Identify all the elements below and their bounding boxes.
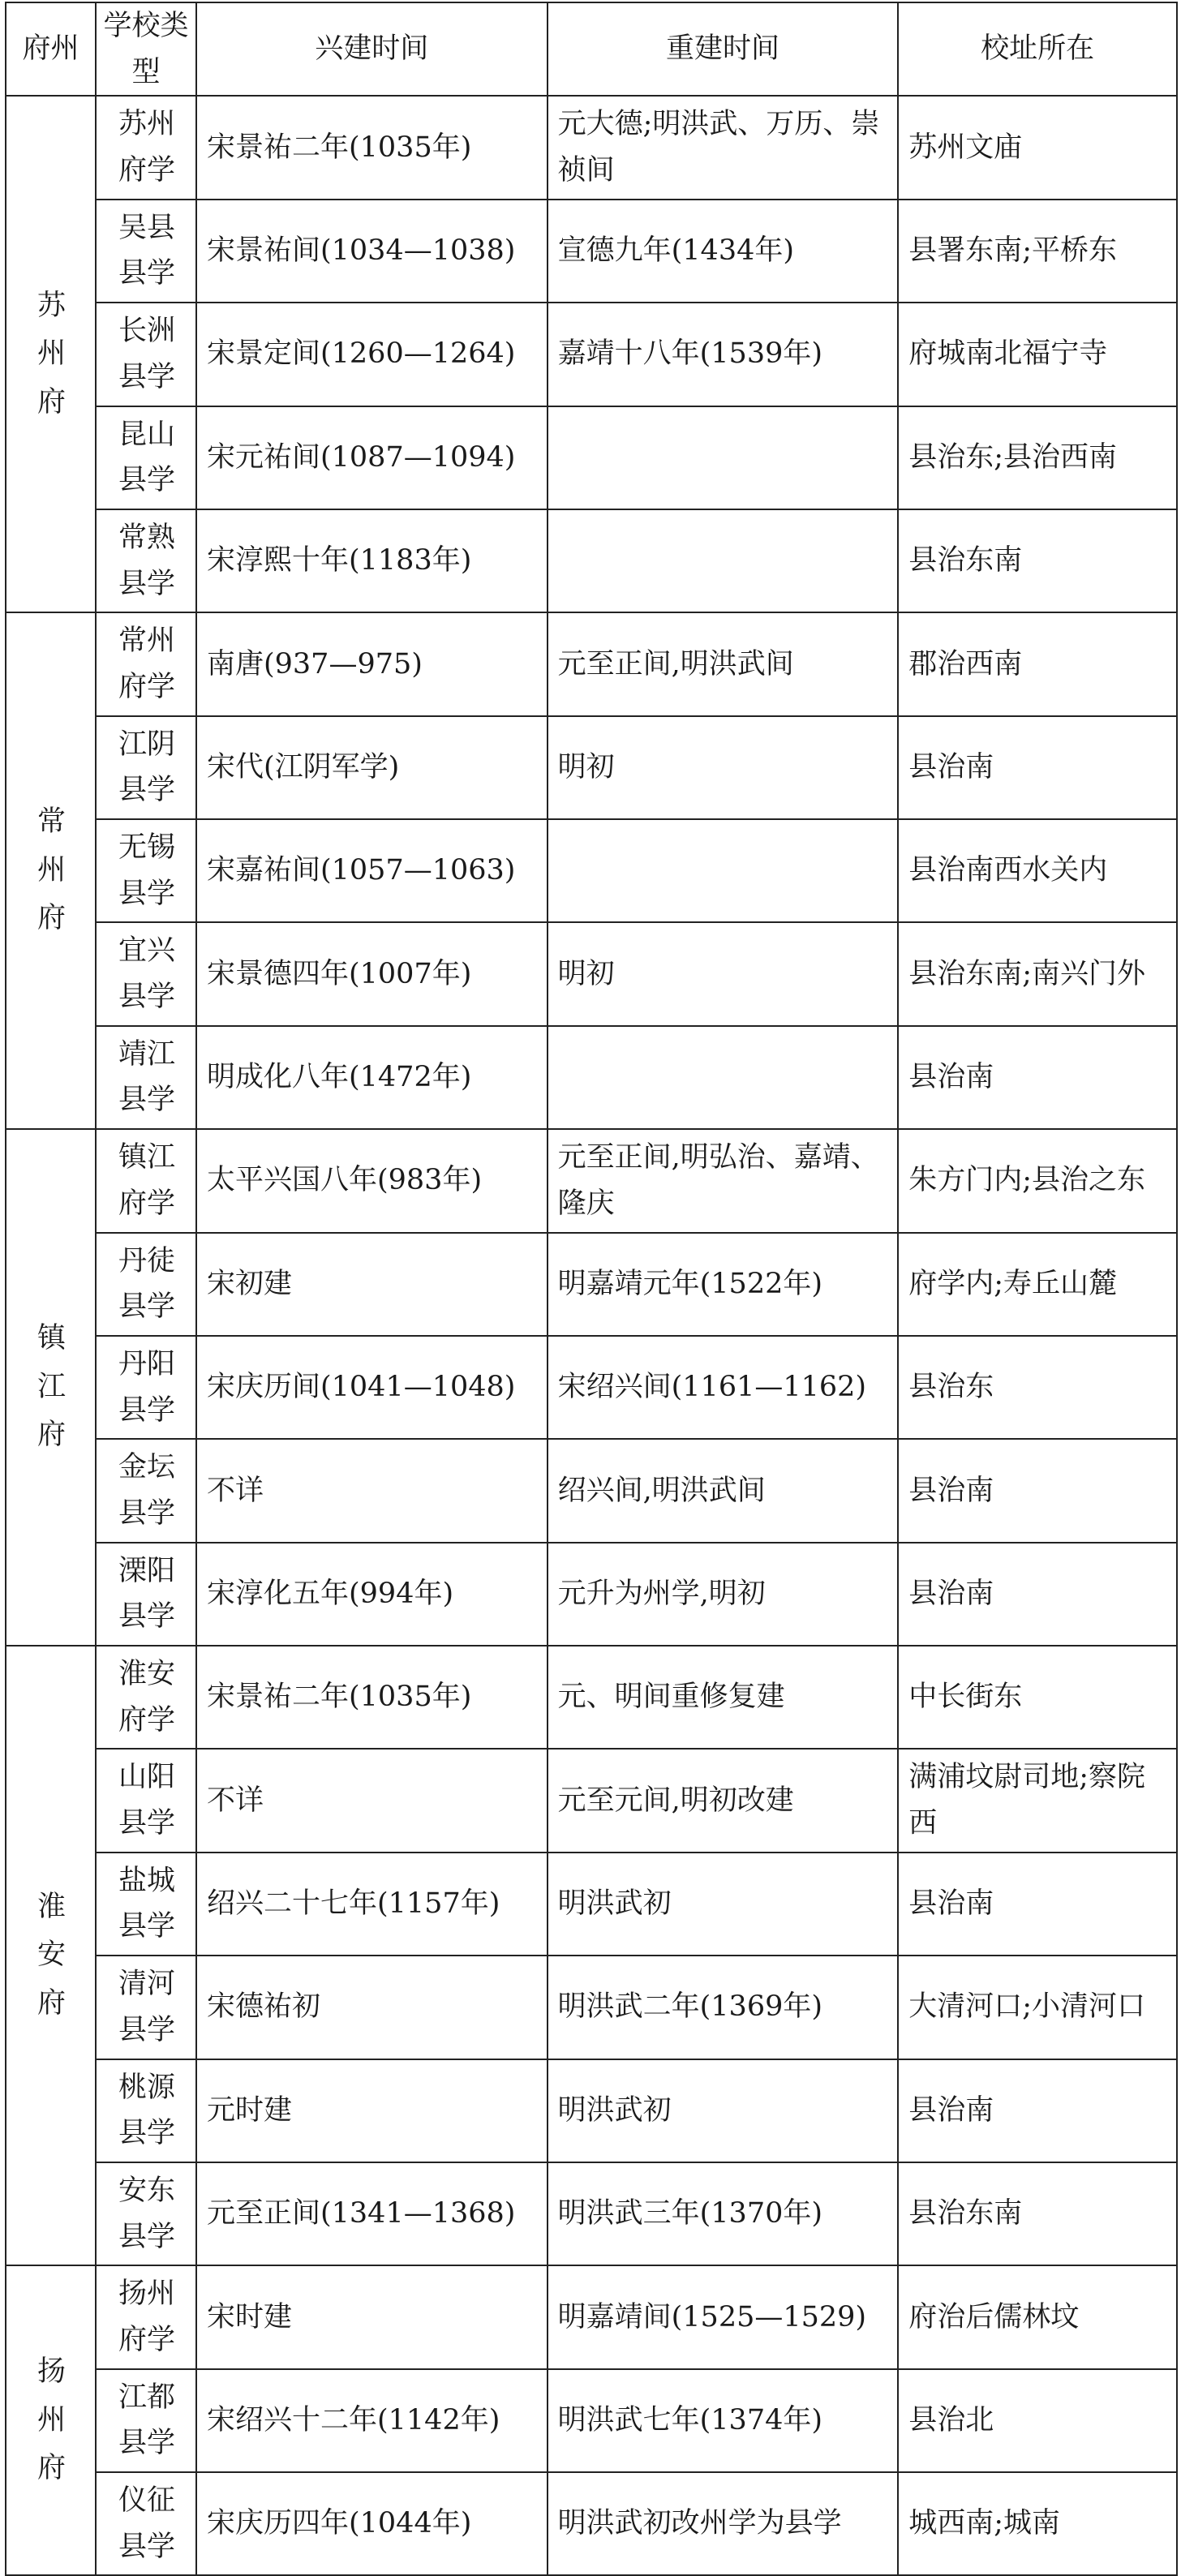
rebuilt-time-cell: 明嘉靖元年(1522年) [548,1233,899,1336]
rebuilt-time-cell: 元、明间重修复建 [548,1646,899,1749]
school-cell: 镇江府学 [96,1129,196,1232]
school-cell: 常熟县学 [96,509,196,612]
site-cell: 县治东南 [898,2162,1177,2265]
built-time-cell: 不详 [196,1439,548,1542]
rebuilt-time-cell: 宋绍兴间(1161—1162) [548,1336,899,1439]
site-cell: 县治东南;南兴门外 [898,922,1177,1025]
site-cell: 县治北 [898,2369,1177,2472]
site-cell: 县署东南;平桥东 [898,200,1177,303]
prefecture-cell [6,612,96,1129]
school-cell: 清河县学 [96,1956,196,2059]
table-row [6,2265,1177,2368]
built-time-cell: 元至正间(1341—1368) [196,2162,548,2265]
built-time-cell: 宋景定间(1260—1264) [196,303,548,406]
schools-table [5,2,1178,2576]
built-time-cell: 元时建 [196,2059,548,2162]
header-rebuilt-time: 重建时间 [548,2,899,96]
built-time-cell: 明成化八年(1472年) [196,1026,548,1129]
school-cell: 桃源县学 [96,2059,196,2162]
site-cell: 县治南 [898,1853,1177,1956]
rebuilt-time-cell [548,509,899,612]
rebuilt-time-cell: 元至正间,明洪武间 [548,612,899,715]
school-cell: 昆山县学 [96,406,196,509]
prefecture-cell [6,1646,96,2265]
rebuilt-time-cell: 明洪武七年(1374年) [548,2369,899,2472]
table-header [6,2,1177,96]
built-time-cell: 宋绍兴十二年(1142年) [196,2369,548,2472]
built-time-cell: 南唐(937—975) [196,612,548,715]
rebuilt-time-cell: 嘉靖十八年(1539年) [548,303,899,406]
site-cell: 满浦坟尉司地;察院西 [898,1749,1177,1852]
school-cell: 丹徒县学 [96,1233,196,1336]
prefecture-cell [6,2265,96,2575]
site-cell: 县治东;县治西南 [898,406,1177,509]
school-cell: 丹阳县学 [96,1336,196,1439]
rebuilt-time-cell: 明初 [548,922,899,1025]
rebuilt-time-cell: 元至正间,明弘治、嘉靖、隆庆 [548,1129,899,1232]
table-row [6,2472,1177,2575]
rebuilt-time-cell: 明洪武初 [548,1853,899,1956]
prefecture-label: 扬州府 [37,2355,66,2485]
prefecture-label: 苏州府 [37,289,66,419]
table-row [6,406,1177,509]
header-row [6,2,1177,96]
header-prefecture: 府州 [6,2,96,96]
header-site: 校址所在 [898,2,1177,96]
rebuilt-time-cell: 明嘉靖间(1525—1529) [548,2265,899,2368]
table-row [6,1853,1177,1956]
rebuilt-time-cell [548,1026,899,1129]
table-row [6,1956,1177,2059]
school-cell: 山阳县学 [96,1749,196,1852]
rebuilt-time-cell: 宣德九年(1434年) [548,200,899,303]
site-cell: 朱方门内;县治之东 [898,1129,1177,1232]
prefecture-cell [6,96,96,612]
rebuilt-time-cell: 绍兴间,明洪武间 [548,1439,899,1542]
table-row [6,716,1177,819]
table-row [6,1336,1177,1439]
built-time-cell: 宋景祐间(1034—1038) [196,200,548,303]
school-cell: 吴县县学 [96,200,196,303]
table-row [6,96,1177,199]
site-cell: 县治南 [898,1439,1177,1542]
school-cell: 淮安府学 [96,1646,196,1749]
built-time-cell: 宋时建 [196,2265,548,2368]
built-time-cell: 太平兴国八年(983年) [196,1129,548,1232]
site-cell: 府治后儒林坟 [898,2265,1177,2368]
rebuilt-time-cell: 元大德;明洪武、万历、崇祯间 [548,96,899,199]
table-row [6,922,1177,1025]
header-built-time: 兴建时间 [196,2,548,96]
table-row [6,1233,1177,1336]
prefecture-label: 镇江府 [37,1322,66,1452]
built-time-cell: 宋景德四年(1007年) [196,922,548,1025]
table-row [6,2059,1177,2162]
school-cell: 安东县学 [96,2162,196,2265]
rebuilt-time-cell: 元至元间,明初改建 [548,1749,899,1852]
prefecture-label: 常州府 [37,805,66,935]
table-row [6,1543,1177,1646]
built-time-cell: 宋德祐初 [196,1956,548,2059]
site-cell: 苏州文庙 [898,96,1177,199]
rebuilt-time-cell: 明洪武初 [548,2059,899,2162]
school-cell: 苏州府学 [96,96,196,199]
table-row [6,1646,1177,1749]
rebuilt-time-cell: 明洪武三年(1370年) [548,2162,899,2265]
school-cell: 靖江县学 [96,1026,196,1129]
rebuilt-time-cell: 明初 [548,716,899,819]
built-time-cell: 宋淳化五年(994年) [196,1543,548,1646]
site-cell: 府城南北福宁寺 [898,303,1177,406]
rebuilt-time-cell [548,406,899,509]
rebuilt-time-cell: 明洪武二年(1369年) [548,1956,899,2059]
site-cell: 大清河口;小清河口 [898,1956,1177,2059]
built-time-cell: 宋景祐二年(1035年) [196,96,548,199]
built-time-cell: 宋景祐二年(1035年) [196,1646,548,1749]
school-cell: 长洲县学 [96,303,196,406]
table-body [6,96,1177,2575]
site-cell: 郡治西南 [898,612,1177,715]
site-cell: 县治东 [898,1336,1177,1439]
built-time-cell: 不详 [196,1749,548,1852]
site-cell: 县治东南 [898,509,1177,612]
site-cell: 县治南 [898,1026,1177,1129]
site-cell: 县治南 [898,716,1177,819]
table-row [6,819,1177,922]
prefecture-cell [6,1129,96,1646]
school-cell: 江都县学 [96,2369,196,2472]
built-time-cell: 绍兴二十七年(1157年) [196,1853,548,1956]
table-row [6,1439,1177,1542]
built-time-cell: 宋元祐间(1087—1094) [196,406,548,509]
table-row [6,1026,1177,1129]
built-time-cell: 宋淳熙十年(1183年) [196,509,548,612]
table-row [6,1749,1177,1852]
table-row [6,2369,1177,2472]
table-row [6,1129,1177,1232]
table-row [6,612,1177,715]
site-cell: 县治南 [898,1543,1177,1646]
site-cell: 县治南西水关内 [898,819,1177,922]
built-time-cell: 宋代(江阴军学) [196,716,548,819]
table-row [6,2162,1177,2265]
table-row [6,200,1177,303]
table-row [6,303,1177,406]
prefecture-label: 淮安府 [37,1890,66,2020]
rebuilt-time-cell: 明洪武初改州学为县学 [548,2472,899,2575]
school-cell: 扬州府学 [96,2265,196,2368]
school-cell: 溧阳县学 [96,1543,196,1646]
school-cell: 无锡县学 [96,819,196,922]
built-time-cell: 宋嘉祐间(1057—1063) [196,819,548,922]
rebuilt-time-cell [548,819,899,922]
school-cell: 盐城县学 [96,1853,196,1956]
table-row [6,509,1177,612]
site-cell: 县治南 [898,2059,1177,2162]
rebuilt-time-cell: 元升为州学,明初 [548,1543,899,1646]
site-cell: 府学内;寿丘山麓 [898,1233,1177,1336]
built-time-cell: 宋初建 [196,1233,548,1336]
site-cell: 中长街东 [898,1646,1177,1749]
header-school-type: 学校类型 [96,2,196,96]
school-cell: 江阴县学 [96,716,196,819]
school-cell: 金坛县学 [96,1439,196,1542]
school-cell: 仪征县学 [96,2472,196,2575]
school-cell: 常州府学 [96,612,196,715]
school-cell: 宜兴县学 [96,922,196,1025]
site-cell: 城西南;城南 [898,2472,1177,2575]
built-time-cell: 宋庆历间(1041—1048) [196,1336,548,1439]
built-time-cell: 宋庆历四年(1044年) [196,2472,548,2575]
